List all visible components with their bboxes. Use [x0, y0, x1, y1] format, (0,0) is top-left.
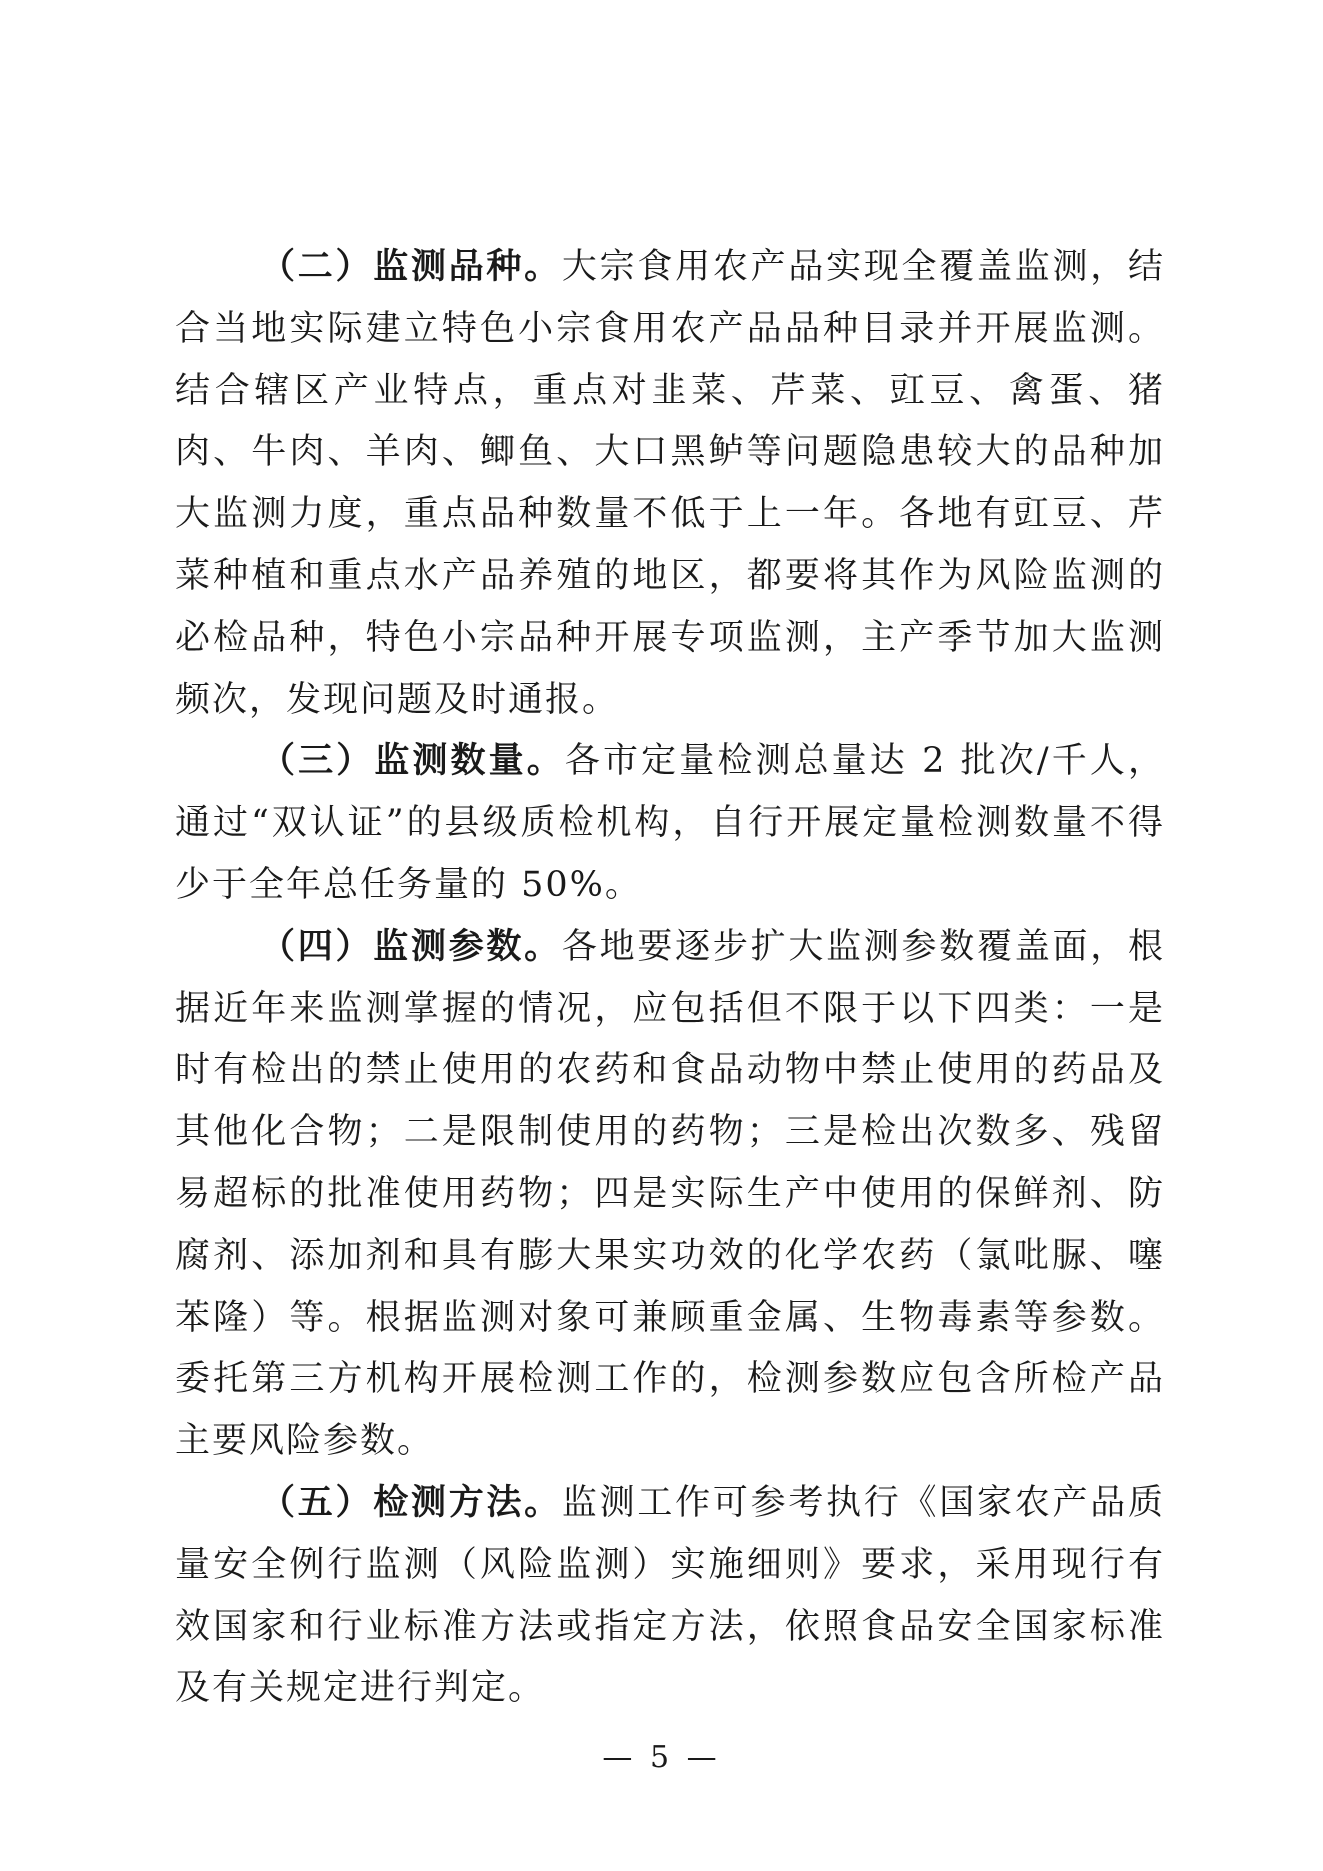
- paragraph-monitoring-varieties: [175, 237, 1165, 731]
- page-number: — 5 —: [602, 1740, 721, 1775]
- paragraph-text: 大宗食用农产品实现全覆盖监测，结合当地实际建立特色小宗食用农产品品种目录并开展监测。结合辖区产业特点，重点对韭菜、芹菜、豇豆、禽蛋、猪肉、牛肉、羊肉、鲫鱼、大口黑鲈等问题隐患较大的品种加大监测力度，重点品种数量不低于上一年。各地有豇豆、芹菜种植和重点水产品养殖的地区，都要将其作为风险监测的必检品种，特色小宗品种开展专项监测，主产季节加大监测频次，发现问题及时通报。: [175, 247, 1165, 720]
- document-body: [175, 237, 1165, 1720]
- section-heading: （二）监测品种。: [260, 247, 562, 287]
- paragraph-text: 各地要逐步扩大监测参数覆盖面，根据近年来监测掌握的情况，应包括但不限于以下四类：一是时有检出的禁止使用的农药和食品动物中禁止使用的药品及其他化合物；二是限制使用的药物；三是检出次数多、残留易超标的批准使用药物；四是实际生产中使用的保鲜剂、防腐剂、添加剂和具有膨大果实功效的化学农药（氯吡脲、噻苯隆）等。根据监测对象可兼顾重金属、生物毒素等参数。委托第三方机构开展检测工作的，检测参数应包含所检产品主要风险参数。: [175, 926, 1165, 1462]
- section-heading: （三）监测数量。: [260, 741, 565, 782]
- section-heading: （四）监测参数。: [260, 926, 562, 967]
- paragraph-text: 监测工作可参考执行《国家农产品质量安全例行监测（风险监测）实施细则》要求，采用现行有效国家和行业标准方法或指定方法，依照食品安全国家标准及有关规定进行判定。: [175, 1482, 1165, 1709]
- paragraph-text: 各市定量检测总量达 2 批次/千人，通过“双认证”的县级质检机构，自行开展定量检测数量不得少于全年总任务量的 50%。: [175, 741, 1165, 905]
- paragraph-monitoring-quantity: [175, 731, 1165, 916]
- section-heading: （五）检测方法。: [260, 1482, 562, 1523]
- paragraph-monitoring-parameters: [175, 917, 1165, 1473]
- paragraph-testing-methods: [175, 1473, 1165, 1720]
